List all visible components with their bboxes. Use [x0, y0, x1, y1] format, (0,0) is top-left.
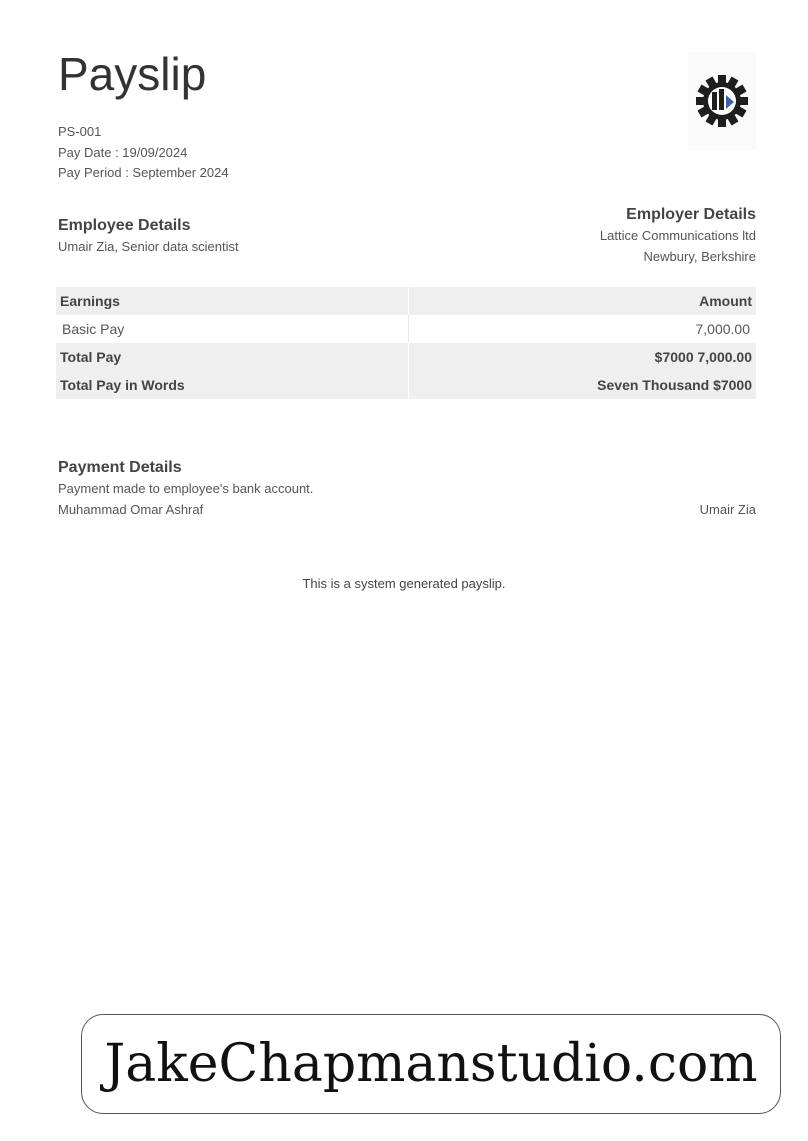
- watermark-banner: JakeChapmanstudio.com: [81, 1014, 781, 1114]
- signer-employee: Umair Zia: [699, 502, 756, 517]
- total-pay-label: Total Pay: [56, 343, 409, 371]
- total-pay-amount: $7000 7,000.00: [409, 343, 757, 371]
- earning-label: Basic Pay: [56, 315, 409, 343]
- system-generated-note: This is a system generated payslip.: [302, 576, 506, 591]
- earning-amount: 7,000.00: [409, 315, 757, 343]
- signer-employer: Muhammad Omar Ashraf: [58, 502, 204, 517]
- total-pay-row: [56, 343, 756, 371]
- total-pay-words-amount: Seven Thousand $7000: [409, 371, 757, 399]
- payment-method: Payment made to employee's bank account.: [58, 481, 314, 496]
- earnings-column-header: Earnings: [56, 287, 409, 315]
- total-pay-words-row: [56, 371, 756, 399]
- table-row: [56, 315, 756, 343]
- amount-column-header: Amount: [409, 287, 757, 315]
- earnings-table: [56, 287, 756, 399]
- total-pay-words-label: Total Pay in Words: [56, 371, 409, 399]
- employer-location: Newbury, Berkshire: [643, 249, 756, 264]
- page-title: Payslip: [58, 48, 207, 100]
- pay-period: Pay Period : September 2024: [58, 165, 229, 180]
- payment-details: [58, 458, 313, 499]
- employer-details-heading: Employer Details: [626, 206, 756, 223]
- company-logo-icon: [694, 73, 750, 129]
- employee-name-title: Umair Zia, Senior data scientist: [58, 239, 239, 254]
- employer-details: [600, 205, 756, 267]
- employee-details: [58, 216, 239, 257]
- payment-details-heading: Payment Details: [58, 459, 182, 476]
- slip-number: PS-001: [58, 124, 102, 139]
- payslip-meta: [58, 122, 229, 184]
- pay-date: Pay Date : 19/09/2024: [58, 144, 188, 160]
- employer-company: Lattice Communications ltd: [599, 228, 756, 243]
- table-header-row: [56, 287, 756, 315]
- company-logo: [688, 52, 756, 150]
- employee-details-heading: Employee Details: [58, 217, 191, 234]
